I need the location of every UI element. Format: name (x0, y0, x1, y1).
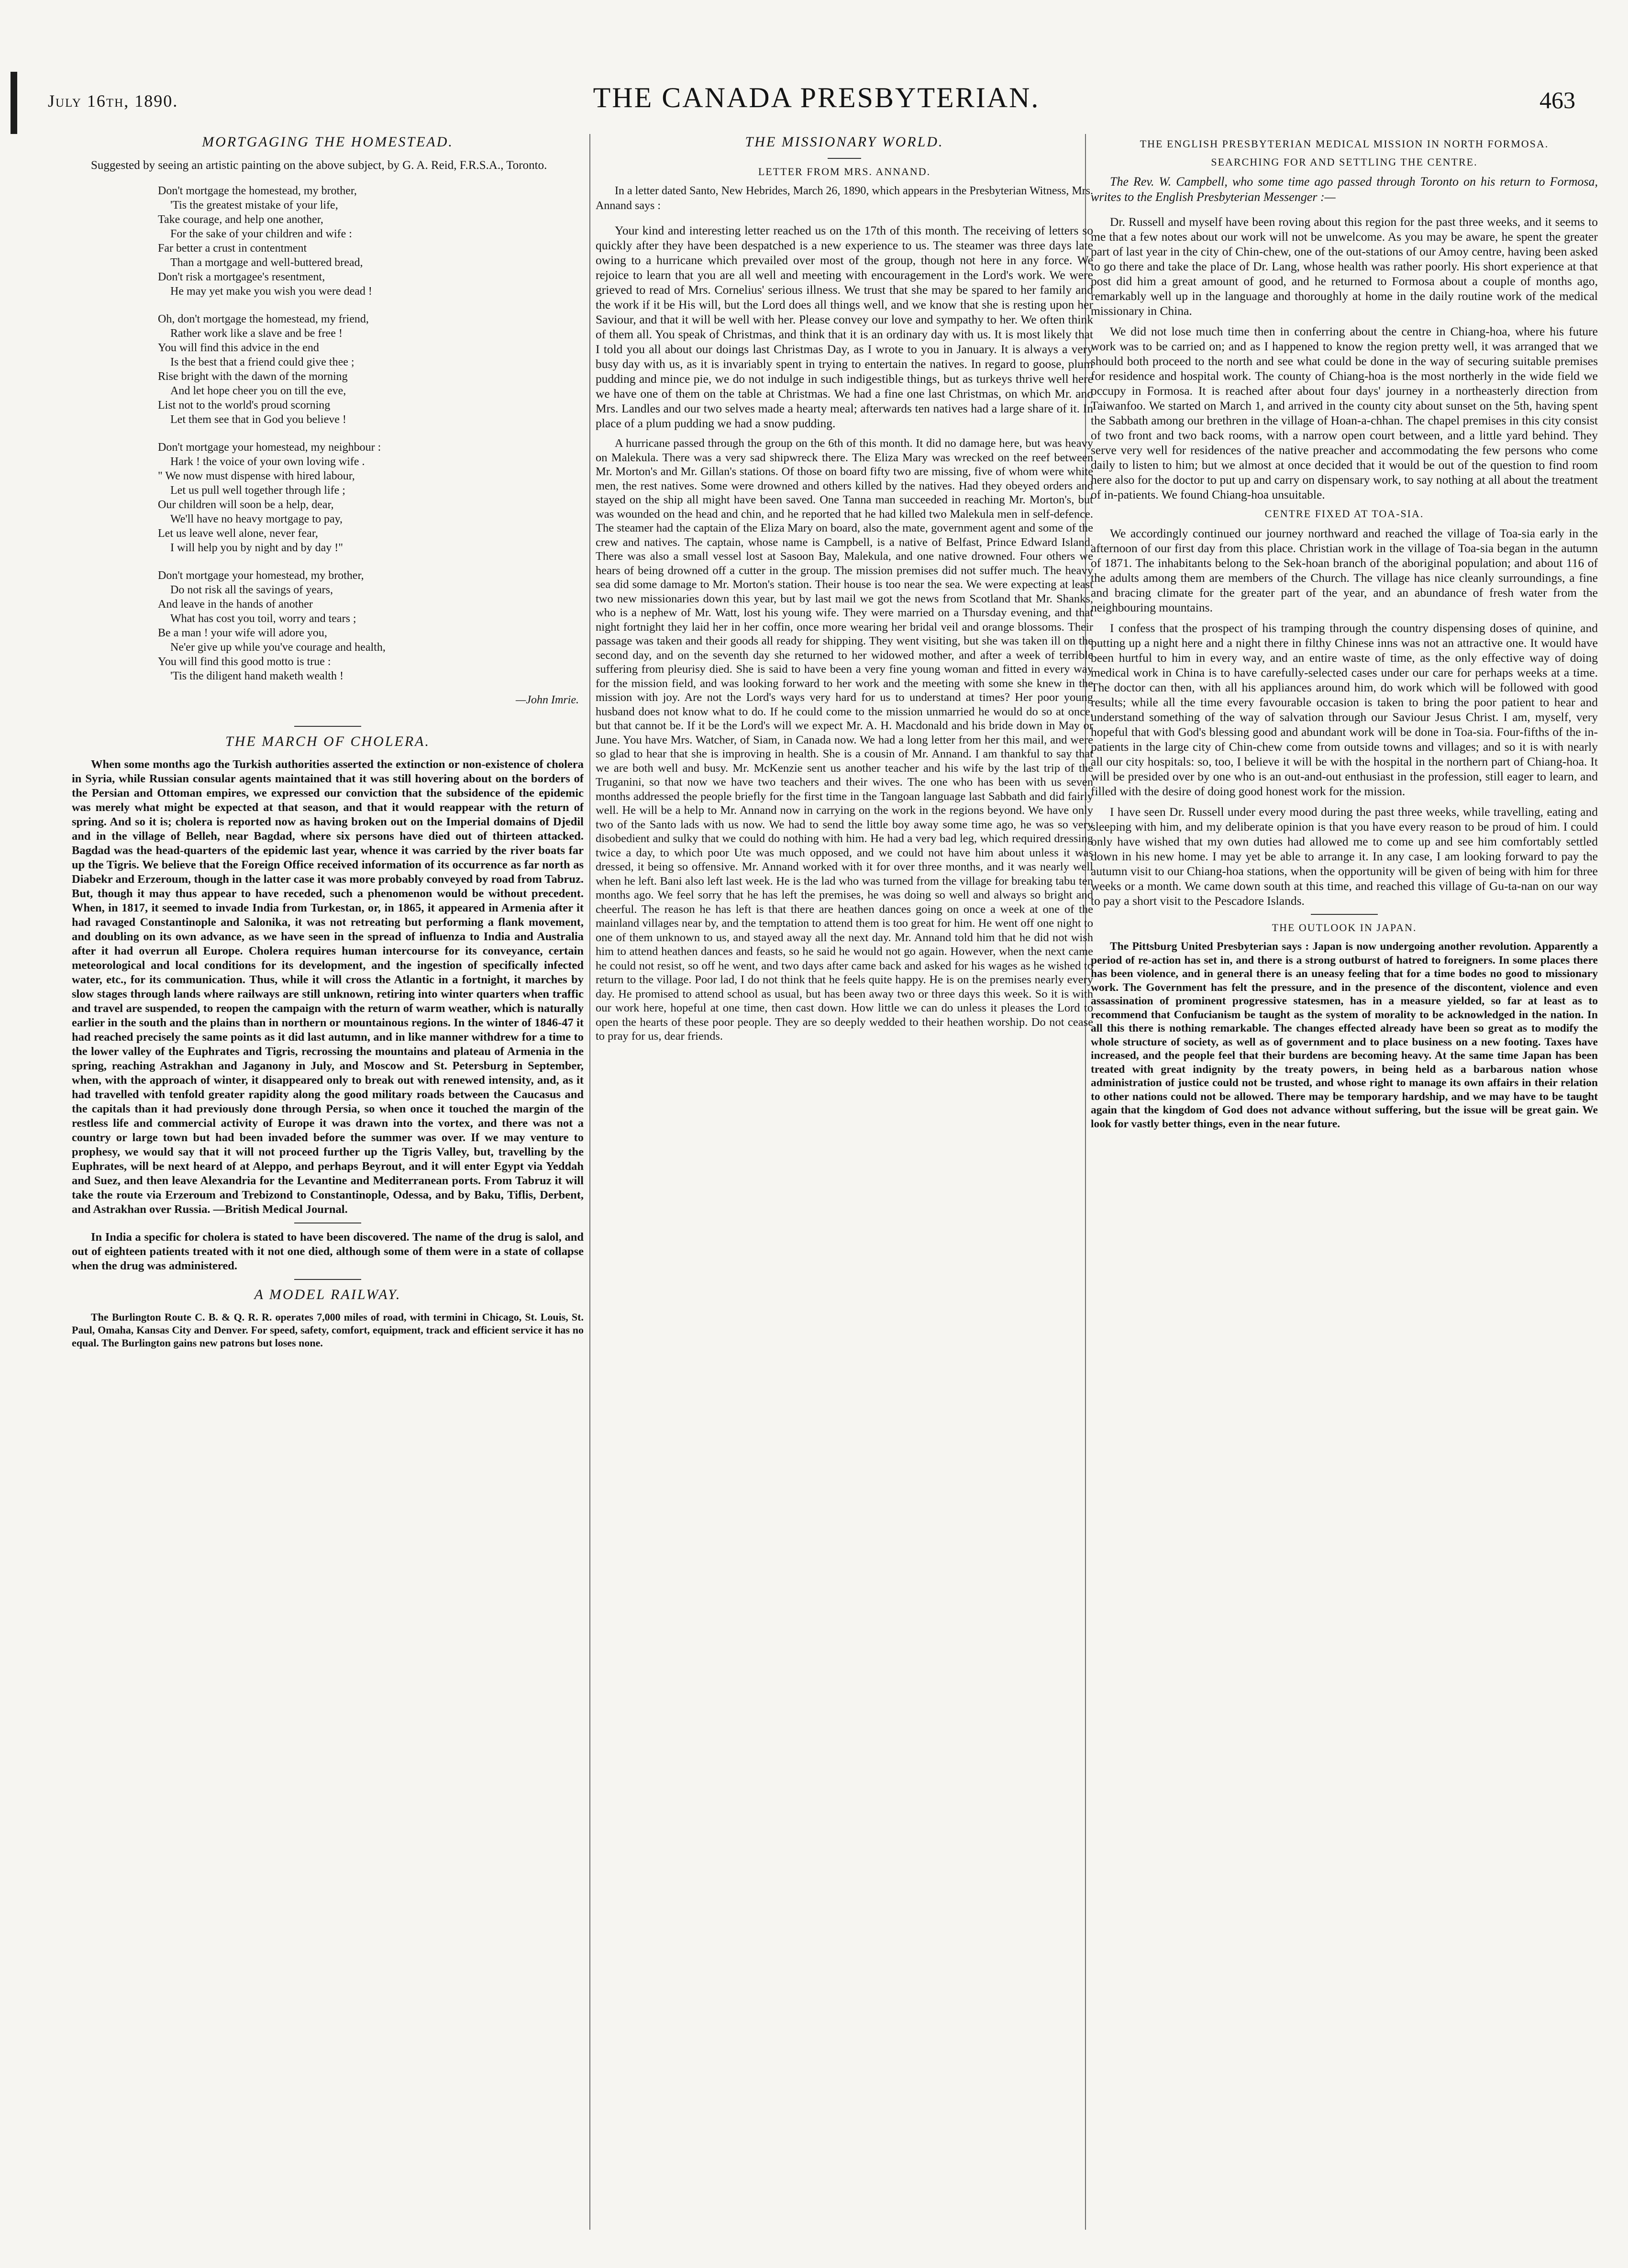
poem-line: List not to the world's proud scorning (158, 399, 331, 411)
section-rule (294, 1279, 361, 1280)
article-subheading: LETTER FROM MRS. ANNAND. (758, 166, 931, 178)
poem-line: Ne'er give up while you've courage and health, (170, 641, 386, 654)
poem-line: Rather work like a slave and be free ! (170, 327, 343, 340)
binding-edge-mark (11, 72, 17, 134)
article-paragraph: A hurricane passed through the group on the 6th of this month. It did no damage here, but was heavy on Malekula. There was a very sad shipwreck there. The Eliza Mary was wrecked on the reef between Mr. Morton's and Mr. Gillan's stations. Of those on board fifty two are missing, five of whom were white men, the rest natives. Some were drowned and others killed by the natives. Had they obeyed orders and stayed on the ship all might have been saved. One Tanna man succeeded in reaching Mr. Morton's, but was wounded on the head and chin, and he reported that he had killed two Malekula men in self-defence. The steamer had the captain of the Eliza Mary on board, also the mate, government agent and some of the crew and natives. The captain, whose name is Campbell, is a native of Belfast, Prince Edward Island. There was also a small vessel lost at Sasoon Bay, Malekula, and one native drowned. Four others we hears of being drowned off a cutter in the group. The mission premises did not suffer much. The heavy sea did some damage to Mr. Morton's station. Their house is too near the sea. We were expecting at least two new missionaries down this year, but by last mail we got the news from Scotland that Mr. Shanks, who is a nephew of Mr. Watt, lost his young wife. They were married on a Thursday evening, and that night fortnight they laid her in her coffin, once more wearing her bridal veil and orange blossoms. Their passage was taken and their goods all ready for shipping. They went visiting, but she was taken ill on the second day, and on the seventh day she returned to her widowed mother, and after a week of terrible suffering from pleurisy died. She is said to have been a very fine young woman and fitted in every way for the mission field, and was looking forward to her work and the meeting with some she knew in the mission with joy. Are not the Lord's ways very hard for us to understand at times? Her poor young husband does not know what to do. If he could come to the mission unmarried he would do so at once, but that cannot be. If it be the Lord's will we expect Mr. A. H. Macdonald and his bride down in May or June. You have Mrs. Watcher, of Siam, in Canada now. We had a long letter from her this mail, and were so glad to hear that she is improving in health. She is a cousin of Mr. Annand. I am thankful to say that we are both well and busy. Mr. McKenzie sent us another teacher and his wife by the last trip of the Truganini, so that now we have two teachers and their wives. The one who has been with us seven months addressed the people briefly for the first time in the Tangoan language last Sabbath and did fairly well. He will be a help to Mr. Annand now in carrying on the work in the regions beyond. We have only two of the Santo lads with us now. We had to send the little boy away some time ago, he was so very disobedient and sulky that we could do nothing with him. He had a very bad leg, which required dressing twice a day, to which poor Ute was much opposed, and we could not have him about unless it was dressed, it being so offensive. Mr. Annand worked with it for over three months, and it was nearly well when he left. Bani also left last week. He is the lad who was turned from the village for breaking tabu ten months ago. We feel sorry that he has left the premises, he was doing so well and always so bright and cheerful. The reason he has left is that there are heathen dances going on once a week at one of the mainland villages near by, and the temptation to attend them is too great for him. He went off one night to one of them unknown to us, and stayed away all the next day. Mr. Annand told him that he did not wish him to attend heathen dances and feasts, so he said he would not go again. However, when the next came he could not resist, so off he went, and two days after came back and asked for his wages as he wished to return to the village. Poor lad, I do not think that he feels quite happy. He is on the premises nearly every day. He promised to attend school as usual, but has been away two or three days this week. So it is with our work here, hopeful at one time, then cast down. How little we can do unless it pleases the Lord to open the hearts of these poor people. They are so deeply wedded to their heathen worship. Do not cease to pray for us, dear friends. (596, 437, 1093, 1043)
section-heading: THE ENGLISH PRESBYTERIAN MEDICAL MISSION IN NORTH FORMOSA. (1140, 138, 1549, 150)
section-rule (1311, 914, 1378, 915)
poem-line: I will help you by night and by day !" (170, 542, 343, 554)
article-paragraph: The Pittsburg United Presbyterian says : Japan is now undergoing another revolution. Apparently a period of re-action has set in, and there is a strong outburst of hatred to foreigners. In some places there has been violence, and in general there is an uneasy feeling that for a time bodes no good to missionary work. The Government has felt the pressure, and in the presence of the discontent, violence and even assassination of prominent progressive statesmen, has in a measure yielded, so far at least as to recommend that Confucianism be taught as the system of morality to be acknowledged in the nation. In all this there is nothing remarkable. The changes effected already have been so great as to modify the whole structure of society, as well as of government and to place business on a new footing. Taxes have increased, and the people feel that their burdens are becoming heavy. At the same time Japan has been treated with great indignity by the treaty powers, in being held as a barbarous nation whose administration of justice could not be trusted, and whose right to manage its own affairs in their relation to other nations could not be allowed. There may be temporary hardship, and we may have to be taught again that the kingdom of God does not advance without suffering, but the issue will be great gain. We look for vastly better things, even in the near future. (1091, 940, 1598, 1130)
poem-line: Don't mortgage your homestead, my brother, (158, 569, 364, 582)
column-right (1091, 134, 1598, 2230)
column-middle (596, 134, 1093, 2230)
poem-line: We'll have no heavy mortgage to pay, (170, 513, 343, 525)
poem-line: Far better a crust in contentment (158, 242, 307, 255)
poem-signature: —John Imrie. (516, 694, 579, 706)
page-number: 463 (1539, 87, 1575, 113)
poem-line: Our children will soon be a help, dear, (158, 499, 334, 511)
article-subheading: CENTRE FIXED AT TOA-SIA. (1264, 508, 1424, 520)
poem (158, 184, 584, 683)
poem-stanza (158, 312, 584, 427)
poem-heading: MORTGAGING THE HOMESTEAD. (202, 134, 454, 150)
masthead-title: THE CANADA PRESBYTERIAN. (593, 82, 1040, 113)
poem-line: " We now must dispense with hired labour, (158, 470, 355, 482)
poem-line: Let them see that in God you believe ! (170, 413, 346, 426)
article-subheading: SEARCHING FOR AND SETTLING THE CENTRE. (1211, 156, 1478, 168)
poem-line: For the sake of your children and wife : (170, 228, 352, 240)
poem-line: Don't mortgage your homestead, my neighbour : (158, 441, 381, 454)
poem-stanza (158, 440, 584, 555)
poem-line: He may yet make you wish you were dead ! (170, 285, 372, 298)
poem-line: Let us leave well alone, never fear, (158, 527, 318, 540)
article-intro: The Rev. W. Campbell, who some time ago passed through Toronto on his return to Formosa, writes to the English Presbyterian Messenger :— (1091, 175, 1598, 204)
article-paragraph: We did not lose much time then in conferring about the centre in Chiang-hoa, where his future work was to be carried on; and as I happened to know the region pretty well, it was arranged that we should both proceed to the north and see what could be done in the way of securing suitable premises for residence and hospital work. The county of Chiang-hoa is the most northerly in the wide field we occupy in Formosa. It is reached after about four days' journey in a northeasterly direction from Taiwanfoo. We started on March 1, and arrived in the county city about sunset on the 5th, having spent the Sabbath among our brethren in the village of Hoan-a-chhan. The chapel premises in this city consist of two front and two back rooms, with a narrow open court between, and a little yard behind. They serve very well for residences of the native preacher and accommodating the few persons who come daily to listen to him; but we almost at once decided that it would be out of the question to find room here also for the doctor to put up and carry on dispensary work, to say nothing at all about the treatment of in-patients. We found Chiang-hoa unsuitable. (1091, 324, 1598, 501)
poem-line: And leave in the hands of another (158, 598, 313, 611)
poem-line: Don't mortgage the homestead, my brother, (158, 185, 357, 197)
poem-line: Than a mortgage and well-buttered bread, (170, 256, 363, 269)
poem-stanza (158, 184, 584, 299)
poem-line: Be a man ! your wife will adore you, (158, 627, 327, 639)
section-rule (294, 726, 361, 727)
advert-heading: A MODEL RAILWAY. (254, 1287, 401, 1302)
poem-line: What has cost you toil, worry and tears ; (170, 612, 356, 625)
poem-line: Oh, don't mortgage the homestead, my friend, (158, 313, 369, 325)
column-left (72, 134, 584, 2230)
article-paragraph: We accordingly continued our journey northward and reached the village of Toa-sia early in the afternoon of our first day from this place. Christian work in the village of Toa-sia began in the autumn of 1871. The inhabitants belong to the Sek-hoan branch of the aboriginal population; and about 116 of the adults among them are members of the Church. The village has nice cleanly surroundings, a fine and bracing climate for the greater part of the year, and an abundance of fresh water from the neighbouring mountains. (1091, 526, 1598, 614)
poem-line: You will find this good motto is true : (158, 656, 331, 668)
article-paragraph: I have seen Dr. Russell under every mood during the past three weeks, while travelling, eating and sleeping with him, and my deliberate opinion is that you have every reason to be proud of him. I could only have wished that my own duties had allowed me to come up and see him comfortably settled down in his new home. I may yet be able to arrange it. In any case, I am looking forward to pay the autumn visit to our Chiang-hoa stations, when the opportunity will be given of being with him for three weeks or a month. We came down south at this time, and reached this village of Gu-ta-nan on our way to pay a short visit to the Pescadore Islands. (1091, 805, 1598, 908)
column-rule (589, 134, 590, 2230)
article-heading: THE MARCH OF CHOLERA. (225, 734, 430, 749)
section-heading: THE MISSIONARY WORLD. (745, 134, 944, 150)
poem-line: 'Tis the greatest mistake of your life, (170, 199, 338, 211)
article-paragraph: When some months ago the Turkish authorities asserted the extinction or non-existence of cholera in Syria, while Russian consular agents maintained that it was still hovering about on the borders of the Persian and Ottoman empires, we expressed our conviction that the subsidence of the epidemic was merely what might be expected at that season, and that it would reappear with the return of spring. And so it is; cholera is reported now as having broken out on the Imperial domains of Djedil and in the village of Belleh, near Bagdad, where six persons have died out of thirteen attacked. Bagdad was the head-quarters of the epidemic last year, whence it was carried by the river boats far up the Tigris. We believe that the Foreign Office received information of its occurrence as far north as Diabekr and Erzeroum, though in the latter case it was more probably conveyed by road from Tabruz. But, though it may thus appear to have receded, such a phenomenon would be without precedent. When, in 1817, it seemed to invade India from Turkestan, or, in 1865, it appeared in Armenia after it had ravaged Constantinople and Salonika, it was not retreating but performing a flank movement, and doubling on its own advance, as we have seen in the spread of influenza to India and Australia after it had overrun all Europe. Cholera requires human intercourse for its conveyance, certain meteorological and local conditions for its development, and the ingestion of specifically infected water, etc., for its communication. Thus, while it will cross the Atlantic in a fortnight, it marches by slow stages through lands where railways are still unknown, retiring into winter quarters when traffic and travel are suspended, to reopen the campaign with the return of warm weather, which is naturally earlier in the south and the plains than in northern or mountainous regions. In the winter of 1846-47 it had reached precisely the same points as it did last autumn, and in like manner withdrew for a time to the lower valley of the Euphrates and Tigris, recrossing the mountains and plateau of Armenia in the spring, reaching Astrakhan and Jaganony in July, and Moscow and St. Petersburg in September, when, with the approach of winter, it disappeared only to break out with renewed intensity, and, as it had travelled with tenfold greater rapidity along the good military roads between the Caucasus and the capitals than it had previously done through Persia, so when once it touched the margin of the restless life and commercial activity of Europe it was drawn into the vortex, and there was not a country or large town but had been invaded before the summer was over. If we may venture to prophesy, we would say that it will not proceed further up the Tigris Valley, but, travelling by the Euphrates, will be next heard of at Aleppo, and perhaps Beyrout, and it will enter Egypt via Yeddah and Suez, and then leave Alexandria for the Levantine and Mediterranean ports. From Tabruz it will take the route via Erzeroum and Trebizond to Constantinople, Odessa, and by Baku, Tiflis, Derbent, and Astrakhan over Russia. —British Medical Journal. (72, 758, 584, 1216)
poem-line: Don't risk a mortgagee's resentment, (158, 271, 325, 283)
article-paragraph: Dr. Russell and myself have been roving about this region for the past three weeks, and it seems to me that a few notes about our work will not be unwelcome. As you may be aware, he spent the greater part of last year in the city of Chin-chew, one of the out-stations of our Amoy centre, having been asked to go there and take the place of Dr. Lang, whose health was rather poorly. His short experience at that post did him a great amount of good, and he returned to Formosa about a couple of months ago, remarkably well up in the language and thoroughly at home in the daily routine work of the medical missionary in China. (1091, 215, 1598, 318)
poem-stanza (158, 568, 584, 683)
issue-date: July 16th, 1890. (48, 91, 178, 111)
article-paragraph: Your kind and interesting letter reached us on the 17th of this month. The receiving of letters so quickly after they have been despatched is a new experience to us. The steamer was three days late owing to a hurricane which prevailed over most of the group, though not here in any force. We rejoice to learn that you are all well and meeting with encouragement in the Lord's work. We were grieved to read of Mrs. Cornelius' serious illness. We trust that she may be spared to her family and the work if it be His will, but the Lord does all things well, and we know that she is resting upon her Saviour, and that it will be well with her. Please convey our love and sympathy to her. We often think of them all. You speak of Christmas, and think that it is an ordinary day with us. It is most likely that I told you all about our doings last Christmas Day, as I wrote to you in January. It is always a very busy day with us, as it is invariably spent in trying to entertain the natives. In regard to goose, plum pudding and mince pie, we do not indulge in such indigestible things, but as turkeys thrive well here we have one of them on the table at Christmas. We had a fine one last Christmas, on which Mr. and Mrs. Landles and our two selves made a hearty meal; afterwards ten natives had a large share of it. In place of a plum pudding we had a snow pudding. (596, 223, 1093, 430)
poem-line: You will find this advice in the end (158, 342, 319, 354)
poem-line: Do not risk all the savings of years, (170, 584, 333, 596)
advert-paragraph: The Burlington Route C. B. & Q. R. R. operates 7,000 miles of road, with termini in Chicago, St. Louis, St. Paul, Omaha, Kansas City and Denver. For speed, safety, comfort, equipment, track and efficient service it has no equal. The Burlington gains new patrons but loses none. (72, 1311, 584, 1349)
running-head (48, 72, 1585, 129)
poem-line: 'Tis the diligent hand maketh wealth ! (170, 670, 344, 682)
poem-credit: Suggested by seeing an artistic painting on the above subject, by G. A. Reid, F.R.S.A., Toronto. (91, 159, 547, 172)
poem-line: Take courage, and help one another, (158, 213, 323, 226)
article-heading: THE OUTLOOK IN JAPAN. (1272, 922, 1417, 934)
poem-line: Let us pull well together through life ; (170, 484, 345, 497)
poem-line: Is the best that a friend could give thee ; (170, 356, 354, 368)
article-intro: In a letter dated Santo, New Hebrides, March 26, 1890, which appears in the Presbyterian Witness, Mrs. Annand says : (596, 185, 1093, 212)
article-paragraph: I confess that the prospect of his tramping through the country dispensing doses of quinine, and putting up a night here and a night there in filthy Chinese inns was not an attractive one. It would have been hurtful to him in every way, and an entire waste of time, as the only effective way of doing medical work in China is to have carefully-selected cases under our care for perhaps weeks at a time. The doctor can then, with all his appliances around him, do work which will be followed with good results; while all the time every favourable occasion is taken to bring the poor patient to hear and understand something of the way of salvation through our Saviour Jesus Christ. I am, myself, very hopeful that with God's blessing good and abundant work will be done in Toa-sia. Four-fifths of the in-patients in the large city of Chin-chew come from outside towns and villages; and so it is with nearly all our city hospitals: so, too, I believe it will be with the hospital in the northern part of Chiang-hoa. It will be presided over by one who is an out-and-out enthusiast in the profession, still eager to learn, and filled with the desire of doing good honest work for the mission. (1091, 621, 1598, 798)
poem-line: Hark ! the voice of your own loving wife . (170, 456, 365, 468)
section-rule (828, 158, 861, 159)
news-note: In India a specific for cholera is stated to have been discovered. The name of the drug is salol, and out of eighteen patients treated with it not one died, although some of them were in a state of collapse when the drug was administered. (72, 1231, 584, 1272)
poem-line: And let hope cheer you on till the eve, (170, 385, 346, 397)
poem-line: Rise bright with the dawn of the morning (158, 370, 348, 383)
